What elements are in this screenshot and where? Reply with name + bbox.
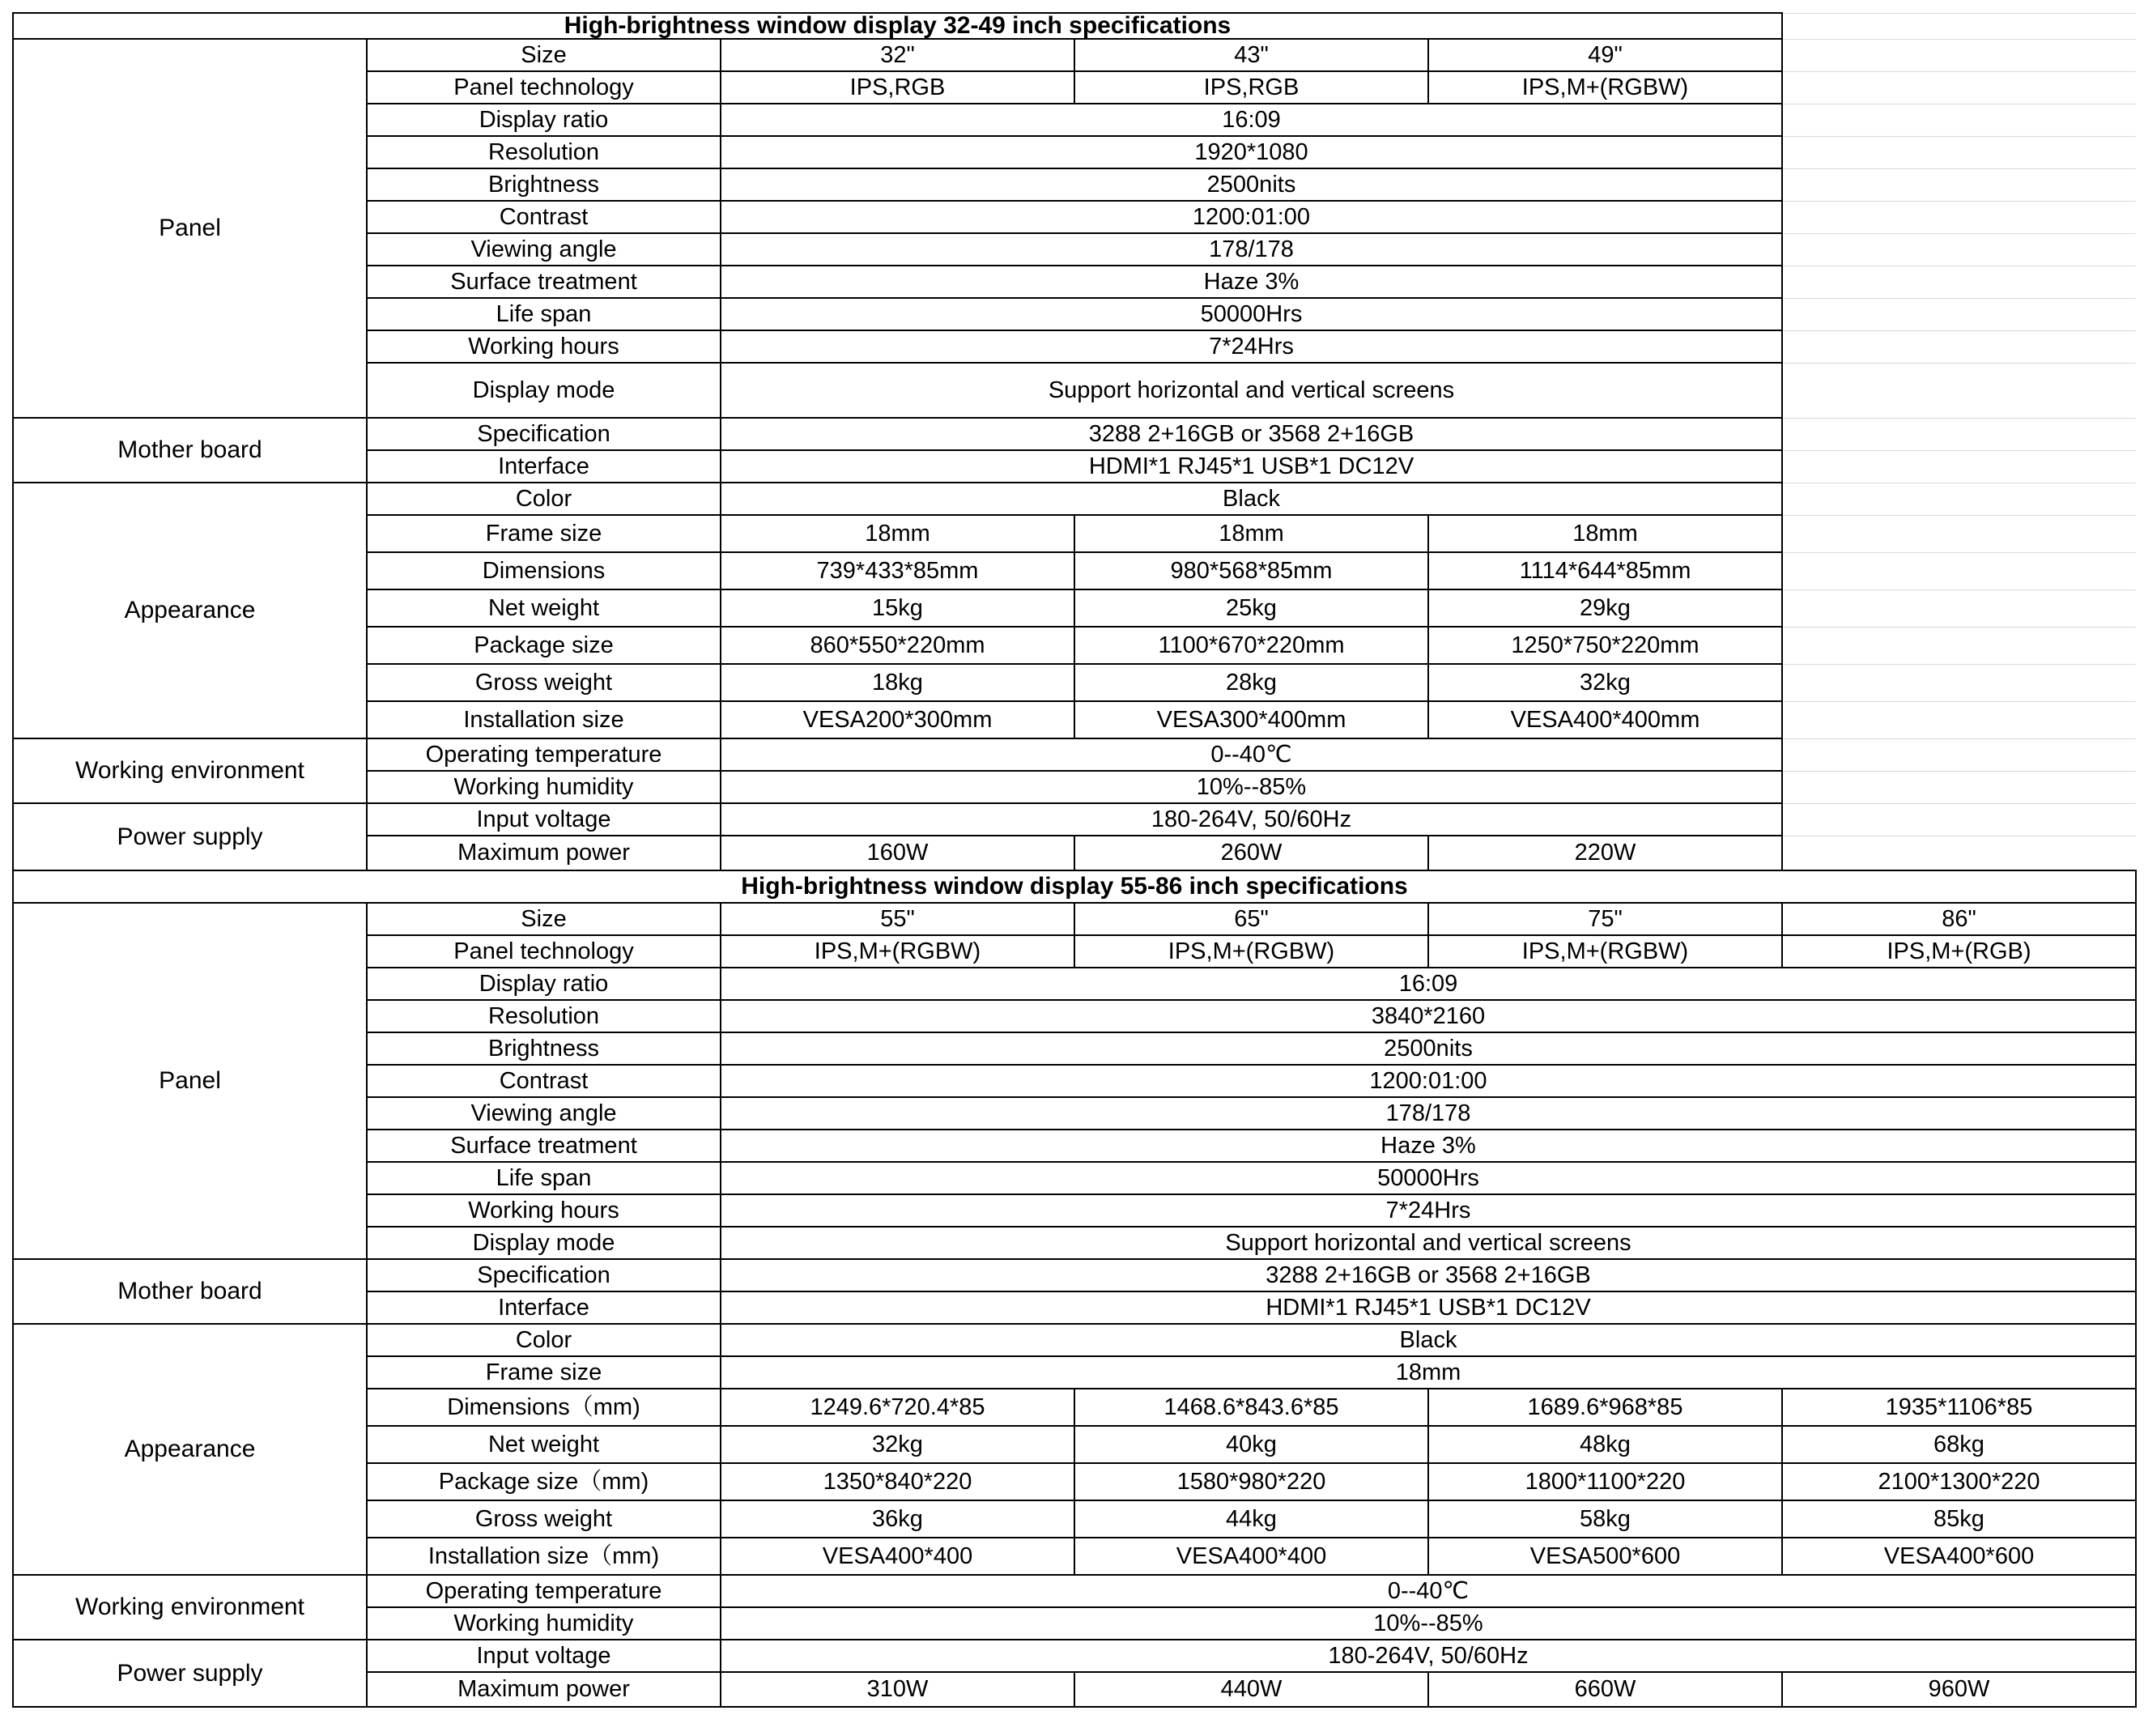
spec-value: 86" — [1782, 903, 2136, 935]
spec-value: 2500nits — [721, 168, 1782, 201]
empty-cell — [1782, 738, 2136, 771]
spec-value: 1800*1100*220 — [1428, 1463, 1782, 1500]
spec-value: IPS,M+(RGBW) — [1074, 935, 1428, 968]
spec-value: 980*568*85mm — [1074, 552, 1428, 589]
spec-value: 3288 2+16GB or 3568 2+16GB — [721, 418, 1782, 450]
spec-value: Black — [721, 483, 1782, 515]
group-label: Power supply — [13, 1640, 367, 1707]
spec-value: IPS,M+(RGBW) — [1428, 935, 1782, 968]
empty-cell — [1782, 589, 2136, 627]
group-label: Mother board — [13, 1259, 367, 1324]
spec-value: HDMI*1 RJ45*1 USB*1 DC12V — [721, 1291, 2136, 1324]
spec-value: 43" — [1074, 39, 1428, 71]
empty-cell — [1782, 39, 2136, 71]
spec-value: 440W — [1074, 1672, 1428, 1707]
empty-cell — [1782, 136, 2136, 168]
table-row — [13, 39, 2136, 71]
spec-value: 50000Hrs — [721, 1162, 2136, 1194]
spec-label: Display mode — [367, 1227, 721, 1259]
empty-cell — [1782, 803, 2136, 836]
spec-label: Panel technology — [367, 71, 721, 104]
spec-sheet-table — [12, 12, 2137, 1708]
spec-value: Black — [721, 1324, 2136, 1356]
spec-value: 1100*670*220mm — [1074, 627, 1428, 664]
group-label: Working environment — [13, 1575, 367, 1640]
spec-label: Maximum power — [367, 836, 721, 870]
spec-value: 860*550*220mm — [721, 627, 1074, 664]
spec-value: 15kg — [721, 589, 1074, 627]
spec-value: 1200:01:00 — [721, 201, 1782, 233]
empty-cell — [1782, 771, 2136, 803]
empty-cell — [1782, 201, 2136, 233]
spec-value: 260W — [1074, 836, 1428, 870]
spec-label: Surface treatment — [367, 1130, 721, 1162]
spec-label: Net weight — [367, 589, 721, 627]
group-label: Panel — [13, 903, 367, 1259]
spec-label: Maximum power — [367, 1672, 721, 1707]
group-label: Working environment — [13, 738, 367, 803]
spec-value: 16:09 — [721, 104, 1782, 136]
spec-label: Installation size（mm) — [367, 1538, 721, 1575]
spec-value: 58kg — [1428, 1500, 1782, 1538]
empty-cell — [1782, 483, 2136, 515]
spec-label: Contrast — [367, 201, 721, 233]
spec-value: 178/178 — [721, 1097, 2136, 1130]
empty-cell — [1782, 266, 2136, 298]
spec-value: 3288 2+16GB or 3568 2+16GB — [721, 1259, 2136, 1291]
spec-label: Gross weight — [367, 664, 721, 701]
spec-label: Display ratio — [367, 968, 721, 1000]
spec-value: 10%--85% — [721, 1607, 2136, 1640]
table-title: High-brightness window display 55-86 inch specifications — [13, 870, 2136, 903]
spec-value: 180-264V, 50/60Hz — [721, 1640, 2136, 1672]
spec-value: 1350*840*220 — [721, 1463, 1074, 1500]
spec-value: 1935*1106*85 — [1782, 1389, 2136, 1426]
spec-value: VESA400*600 — [1782, 1538, 2136, 1575]
spec-value: 660W — [1428, 1672, 1782, 1707]
empty-cell — [1782, 836, 2136, 870]
spec-label: Contrast — [367, 1065, 721, 1097]
table-row — [13, 1640, 2136, 1672]
spec-label: Surface treatment — [367, 266, 721, 298]
spec-value: 220W — [1428, 836, 1782, 870]
table-row — [13, 483, 2136, 515]
spec-label: Input voltage — [367, 1640, 721, 1672]
spec-value: IPS,M+(RGBW) — [721, 935, 1074, 968]
group-label: Power supply — [13, 803, 367, 870]
spec-label: Viewing angle — [367, 1097, 721, 1130]
group-label: Mother board — [13, 418, 367, 483]
spec-label: Package size（mm) — [367, 1463, 721, 1500]
spec-value: VESA400*400 — [721, 1538, 1074, 1575]
table-title-row — [13, 870, 2136, 903]
spec-value: 25kg — [1074, 589, 1428, 627]
spec-label: Installation size — [367, 701, 721, 738]
spec-label: Color — [367, 1324, 721, 1356]
empty-cell — [1782, 515, 2136, 552]
spec-value: 1114*644*85mm — [1428, 552, 1782, 589]
spec-label: Operating temperature — [367, 1575, 721, 1607]
spec-label: Viewing angle — [367, 233, 721, 266]
spec-value: HDMI*1 RJ45*1 USB*1 DC12V — [721, 450, 1782, 483]
empty-cell — [1782, 71, 2136, 104]
spec-value: 75" — [1428, 903, 1782, 935]
table-row — [13, 903, 2136, 935]
spec-value: IPS,RGB — [721, 71, 1074, 104]
spec-value: 178/178 — [721, 233, 1782, 266]
spec-label: Working humidity — [367, 1607, 721, 1640]
spec-value: 16:09 — [721, 968, 2136, 1000]
spec-value: Haze 3% — [721, 266, 1782, 298]
spec-value: 3840*2160 — [721, 1000, 2136, 1032]
spec-value: IPS,M+(RGBW) — [1428, 71, 1782, 104]
spec-value: 32" — [721, 39, 1074, 71]
table-row — [13, 738, 2136, 771]
spec-value: 310W — [721, 1672, 1074, 1707]
spec-value: 18kg — [721, 664, 1074, 701]
spec-value: 55" — [721, 903, 1074, 935]
spec-value: 32kg — [721, 1426, 1074, 1463]
spec-value: 7*24Hrs — [721, 1194, 2136, 1227]
empty-cell — [1782, 450, 2136, 483]
spec-value: 18mm — [721, 515, 1074, 552]
spec-value: 28kg — [1074, 664, 1428, 701]
table-row — [13, 803, 2136, 836]
spec-value: 1920*1080 — [721, 136, 1782, 168]
spec-value: 85kg — [1782, 1500, 2136, 1538]
spec-label: Working hours — [367, 330, 721, 363]
empty-cell — [1782, 233, 2136, 266]
spec-label: Brightness — [367, 1032, 721, 1065]
spec-value: 1689.6*968*85 — [1428, 1389, 1782, 1426]
empty-cell — [1782, 330, 2136, 363]
spec-value: Support horizontal and vertical screens — [721, 1227, 2136, 1259]
spec-label: Specification — [367, 418, 721, 450]
spec-label: Size — [367, 903, 721, 935]
spec-value: 7*24Hrs — [721, 330, 1782, 363]
spec-label: Color — [367, 483, 721, 515]
spec-value: 29kg — [1428, 589, 1782, 627]
empty-cell — [1782, 552, 2136, 589]
spec-label: Resolution — [367, 1000, 721, 1032]
spec-value: 0--40℃ — [721, 1575, 2136, 1607]
spec-value: 18mm — [1074, 515, 1428, 552]
spec-label: Package size — [367, 627, 721, 664]
spec-label: Interface — [367, 450, 721, 483]
spec-value: 36kg — [721, 1500, 1074, 1538]
spec-value: 1468.6*843.6*85 — [1074, 1389, 1428, 1426]
table-row — [13, 418, 2136, 450]
empty-cell — [1782, 363, 2136, 418]
empty-cell — [1782, 298, 2136, 330]
spec-value: 1250*750*220mm — [1428, 627, 1782, 664]
spec-label: Display mode — [367, 363, 721, 418]
spec-label: Life span — [367, 1162, 721, 1194]
spec-label: Gross weight — [367, 1500, 721, 1538]
spec-value: IPS,RGB — [1074, 71, 1428, 104]
empty-cell — [1782, 104, 2136, 136]
spec-value: Haze 3% — [721, 1130, 2136, 1162]
spec-value: 180-264V, 50/60Hz — [721, 803, 1782, 836]
group-label: Appearance — [13, 1324, 367, 1575]
spec-value: 0--40℃ — [721, 738, 1782, 771]
table-title-row — [13, 13, 2136, 39]
empty-cell — [1782, 418, 2136, 450]
spec-label: Size — [367, 39, 721, 71]
spec-value: 1580*980*220 — [1074, 1463, 1428, 1500]
spec-value: 2500nits — [721, 1032, 2136, 1065]
spec-label: Specification — [367, 1259, 721, 1291]
spec-label: Working humidity — [367, 771, 721, 803]
spec-value: 2100*1300*220 — [1782, 1463, 2136, 1500]
empty-cell — [1782, 168, 2136, 201]
empty-cell — [1782, 13, 2136, 39]
spec-value: VESA200*300mm — [721, 701, 1074, 738]
spec-value: VESA300*400mm — [1074, 701, 1428, 738]
empty-cell — [1782, 627, 2136, 664]
spec-label: Working hours — [367, 1194, 721, 1227]
spec-value: 18mm — [721, 1356, 2136, 1389]
spec-label: Frame size — [367, 515, 721, 552]
spec-value: IPS,M+(RGB) — [1782, 935, 2136, 968]
spec-label: Operating temperature — [367, 738, 721, 771]
spec-value: 1249.6*720.4*85 — [721, 1389, 1074, 1426]
spec-label: Input voltage — [367, 803, 721, 836]
spec-value: 960W — [1782, 1672, 2136, 1707]
spec-value: 160W — [721, 836, 1074, 870]
spec-value: 48kg — [1428, 1426, 1782, 1463]
spec-value: 65" — [1074, 903, 1428, 935]
group-label: Appearance — [13, 483, 367, 738]
table-row — [13, 1259, 2136, 1291]
spec-value: 10%--85% — [721, 771, 1782, 803]
spec-value: 49" — [1428, 39, 1782, 71]
spec-value: 1200:01:00 — [721, 1065, 2136, 1097]
spec-value: VESA400*400 — [1074, 1538, 1428, 1575]
spec-label: Dimensions — [367, 552, 721, 589]
spec-label: Display ratio — [367, 104, 721, 136]
table-row — [13, 1575, 2136, 1607]
spec-label: Net weight — [367, 1426, 721, 1463]
spec-value: 40kg — [1074, 1426, 1428, 1463]
spec-label: Panel technology — [367, 935, 721, 968]
empty-cell — [1782, 701, 2136, 738]
table-row — [13, 1324, 2136, 1356]
spec-value: 18mm — [1428, 515, 1782, 552]
spec-label: Brightness — [367, 168, 721, 201]
spec-value: Support horizontal and vertical screens — [721, 363, 1782, 418]
empty-cell — [1782, 664, 2136, 701]
spec-label: Life span — [367, 298, 721, 330]
spec-label: Interface — [367, 1291, 721, 1324]
spec-value: 32kg — [1428, 664, 1782, 701]
spec-value: 44kg — [1074, 1500, 1428, 1538]
spec-label: Resolution — [367, 136, 721, 168]
spec-label: Frame size — [367, 1356, 721, 1389]
spec-value: 50000Hrs — [721, 298, 1782, 330]
table-title: High-brightness window display 32-49 inch specifications — [13, 13, 1782, 39]
spec-value: VESA500*600 — [1428, 1538, 1782, 1575]
spec-value: 739*433*85mm — [721, 552, 1074, 589]
spec-label: Dimensions（mm) — [367, 1389, 721, 1426]
group-label: Panel — [13, 39, 367, 418]
spec-value: VESA400*400mm — [1428, 701, 1782, 738]
spec-value: 68kg — [1782, 1426, 2136, 1463]
